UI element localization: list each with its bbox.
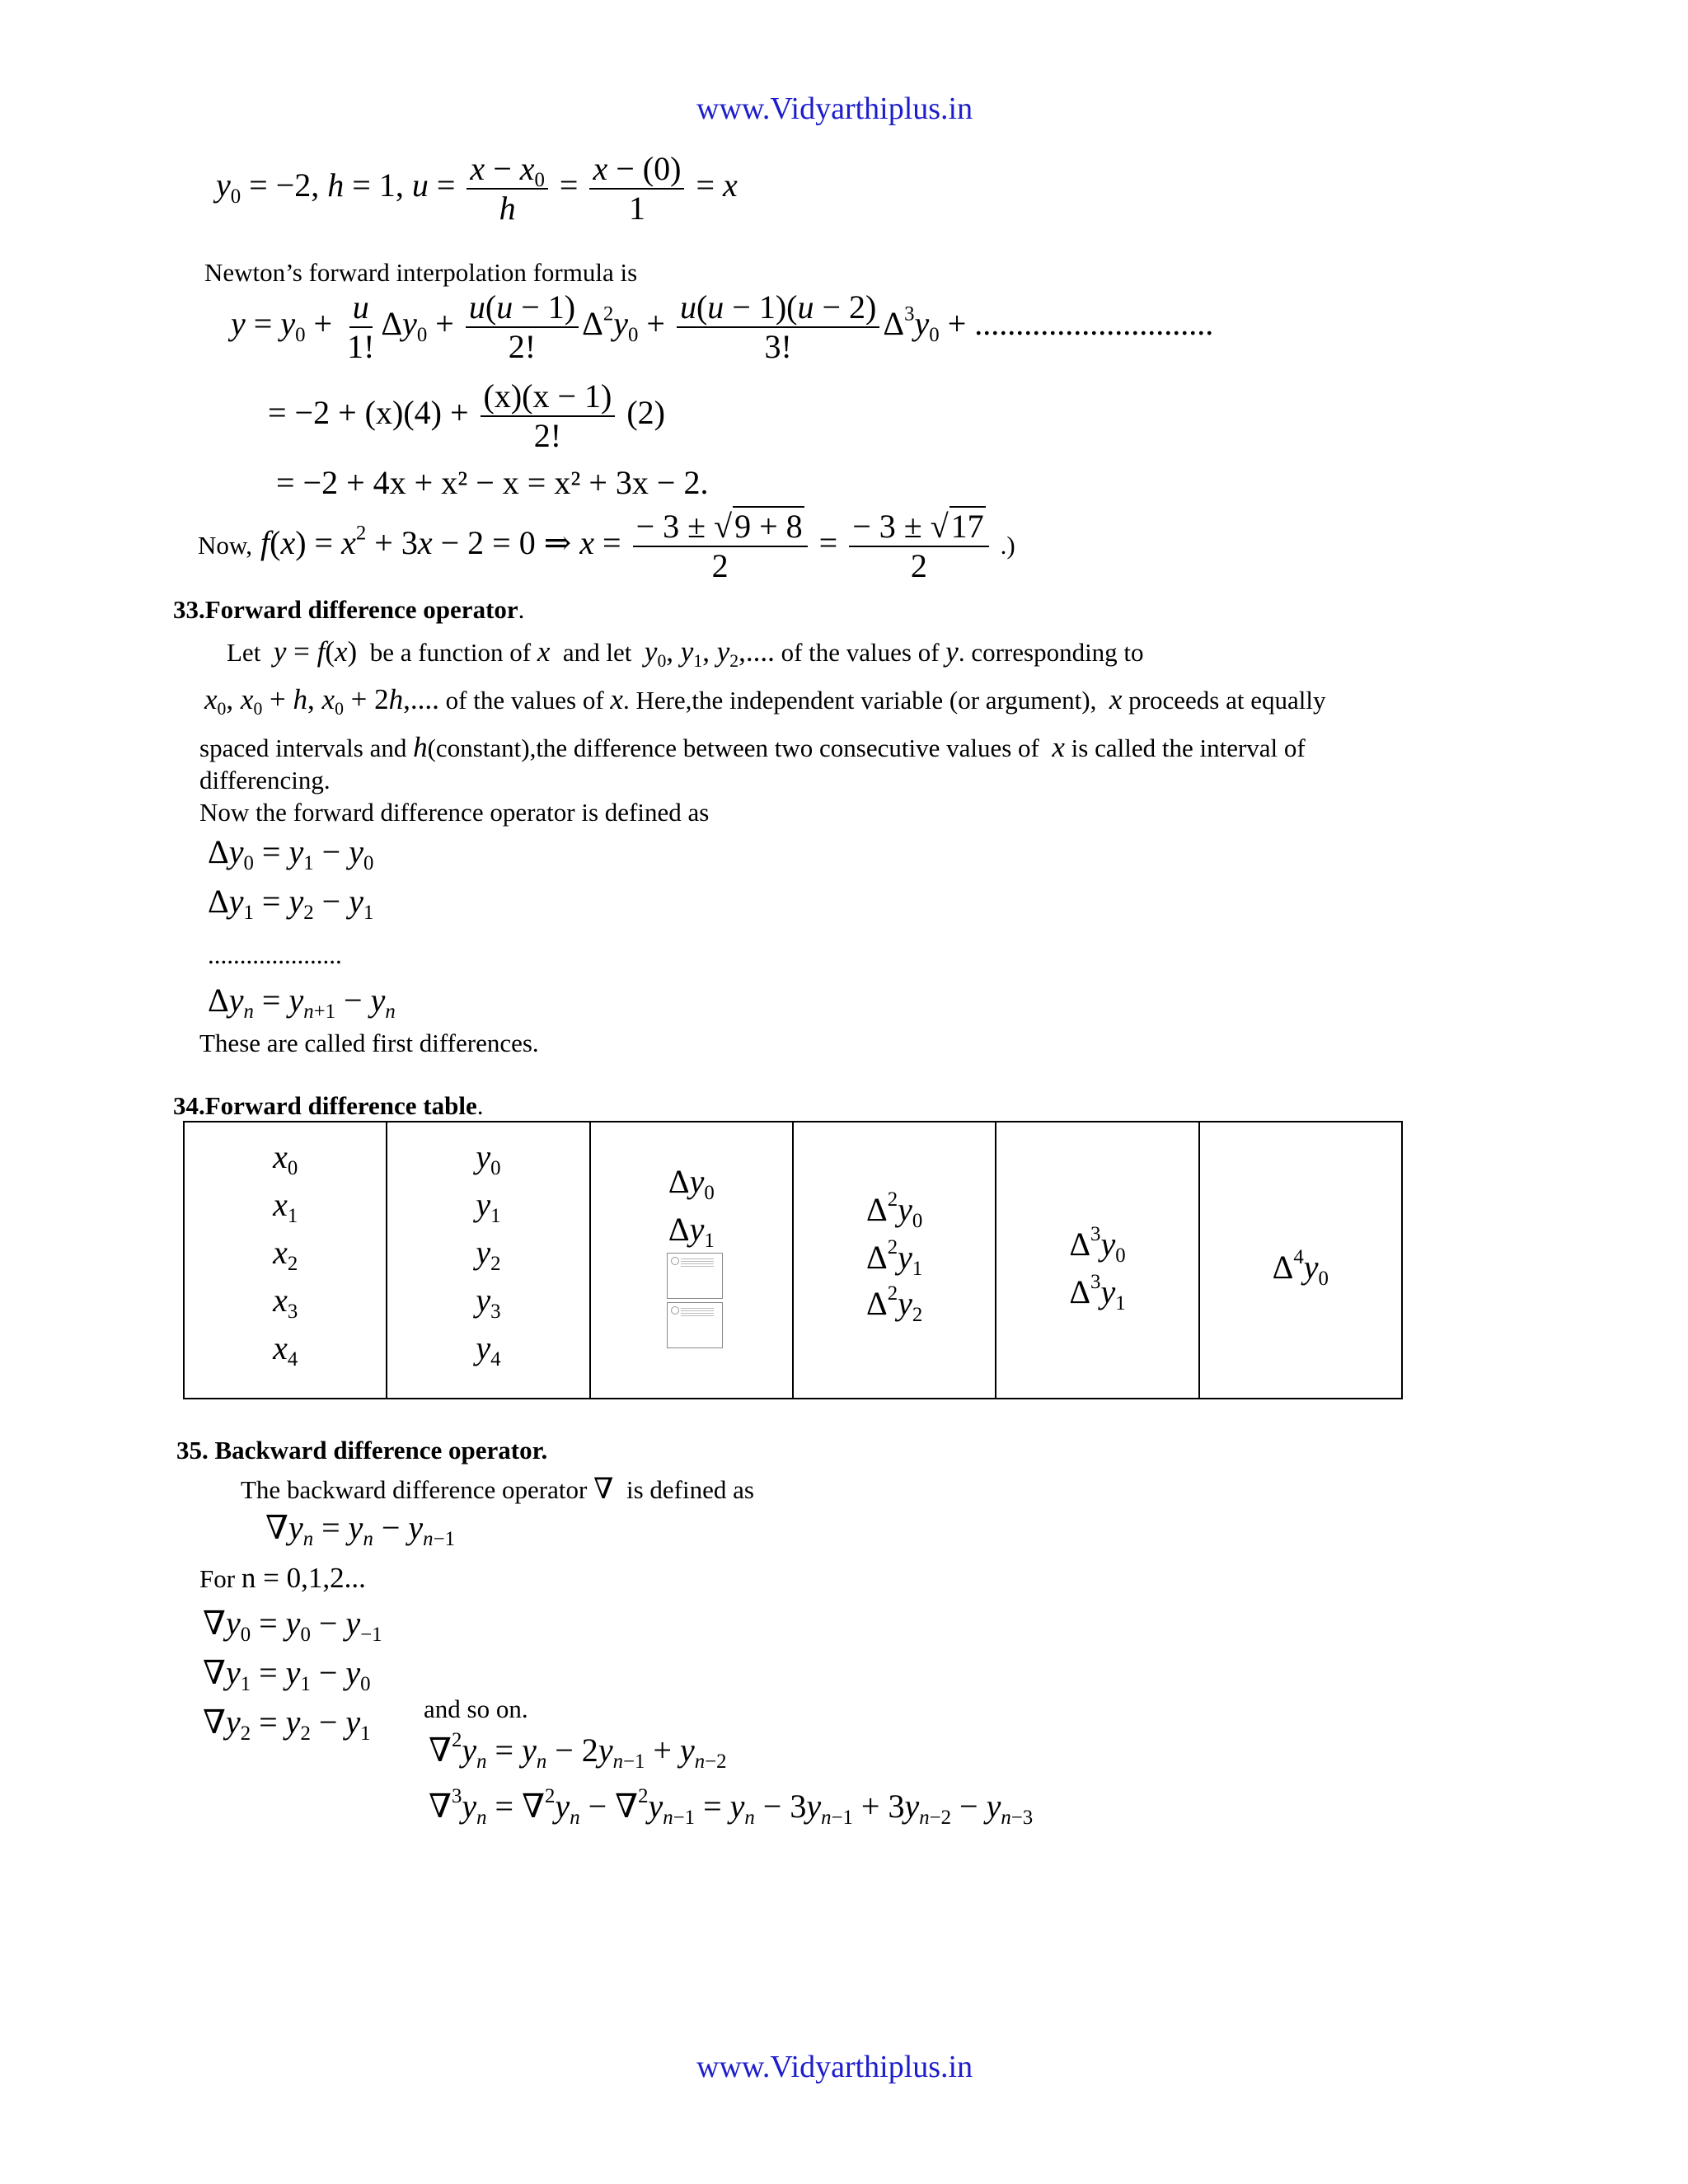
n-values: n = 0,1,2... [241,1562,366,1594]
table-cell: $y_4$ [476,1329,501,1371]
bwd-def: $\nabla y_n = y_n - y_{n-1}$ [265,1509,455,1550]
newton-line2-tail: (2) [626,394,665,432]
fwd-eq-0: $\Delta y_0 = y_1 - y_0$ [208,833,374,874]
newton-line2-const: = −2 + (x)(4) + [268,394,477,432]
forward-difference-table [183,1121,1403,1399]
table-cell: $\Delta^2y_0$ [865,1188,923,1232]
footer-site-link[interactable]: www.Vidyarthiplus.in [696,2050,973,2084]
bwd-eq-0: $\nabla y_0 = y_0 - y_{-1}$ [203,1605,382,1646]
table-cell: $\Delta^3y_0$ [1069,1223,1126,1267]
table-cell: $x_1$ [273,1186,298,1227]
sec35-title: 35. Backward difference operator. [176,1436,548,1465]
newton-formula: $y = y_0$ + $\frac{u}{1!}$ $\Delta y_0$ + $\frac{u(u - 1)}{2!}$ $\Delta^2y_0$ + $\frac{u(u - 1)(u - 2)}{3!}$ $\Delta^3y_0$ + ............................. [231,288,1214,365]
table-cell: $y_3$ [476,1282,501,1323]
table-cell: $\Delta^3y_1$ [1069,1271,1126,1315]
sec33-p2: $x_0$, $x_0 + h$, $x_0 + 2h$,.... of the values of x. Here,the independent variable (or argument), x proceeds at equally [204,683,1326,719]
and-so-on: and so on. [424,1694,528,1723]
newton-line2-num: (x)(x − 1) [481,377,616,417]
now-prefix: Now, [198,531,253,560]
table-col-delta4 [1200,1122,1401,1398]
table-cell: $y_1$ [476,1186,501,1227]
table-cell: $x_4$ [273,1329,298,1371]
newton-intro: Newton’s forward interpolation formula is [204,258,638,287]
broken-image-icon [667,1302,723,1348]
table-col-y [387,1122,590,1398]
now-line: Now, $f(x) = x^2 + 3x - 2 = 0$ ⇒ x = $\frac{- 3 \pm √9 + 8}{2}$ = $\frac{- 3 \pm √17}{2}$ .) [198,508,1015,584]
sec33-p3: spaced intervals and h(constant),the difference between two consecutive values of x is called the interval of [199,731,1306,763]
newton-line2-den: 2! [533,417,562,454]
table-col-delta3 [996,1122,1199,1398]
table-cell: $x_2$ [273,1234,298,1275]
table-cell: $\Delta y_1$ [668,1211,715,1252]
fwd-eq-1: $\Delta y_1 = y_2 - y_1$ [208,883,374,924]
now-tail: .) [1000,531,1015,560]
sec33-p4: differencing. [199,766,331,794]
eq-top: $y_0 = -2$, h = 1, u = $\frac{x - x_0}{h}$ = $\frac{x - (0)}{1}$ = x [216,150,738,227]
table-cell: $x_3$ [273,1282,298,1323]
bwd-eq-2: $\nabla y_2 = y_2 - y_1$ [203,1704,371,1745]
fwd-eq-n: $\Delta y_n = y_{n+1} - y_n$ [208,982,396,1023]
table-col-delta1 [591,1122,794,1398]
newton-dots: + ............................. [947,305,1214,343]
bwd-third: $\nabla^3y_n = \nabla^2y_n - \nabla^2y_{n-1} = y_n - 3y_{n-1} + 3y_{n-2} - y_{n-3}$ [429,1785,1034,1829]
bwd-second: $\nabla^2y_n = y_n - 2y_{n-1} + y_{n-2}$ [429,1729,727,1773]
sec34-title: 34.Forward difference table. [173,1091,484,1120]
table-col-delta2 [794,1122,996,1398]
sec35-p1: The backward difference operator ∇ is defined as [241,1473,754,1505]
sec33-p5: Now the forward difference operator is defined as [199,798,710,827]
table-cell: $\Delta y_0$ [668,1163,715,1204]
table-cell: $\Delta^2y_1$ [865,1236,923,1280]
bwd-eq-1: $\nabla y_1 = y_1 - y_0$ [203,1654,371,1695]
table-col-x [185,1122,387,1398]
table-cell: $y_0$ [476,1138,501,1179]
fwd-dots: ..................... [208,940,342,969]
table-cell: $\Delta^2y_2$ [865,1282,923,1326]
sec33-p6: These are called first differences. [199,1029,539,1057]
header-site-link[interactable]: www.Vidyarthiplus.in [696,91,973,126]
newton-line2 [268,377,665,455]
table-cell: $x_0$ [273,1138,298,1179]
sec35-for: For n = 0,1,2... [199,1562,366,1594]
sec33-title: 33.Forward difference operator. [173,595,525,624]
table-cell: $y_2$ [476,1234,501,1275]
newton-line3: = −2 + 4x + x² − x = x² + 3x − 2. [276,464,709,501]
broken-image-icon [667,1253,723,1299]
sec33-p1: Let y = f(x) be a function of x and let $y_0$, $y_1$, $y_2$,.... of the values of y. corresponding to [227,635,1144,671]
table-cell: $\Delta^4y_0$ [1272,1246,1329,1290]
